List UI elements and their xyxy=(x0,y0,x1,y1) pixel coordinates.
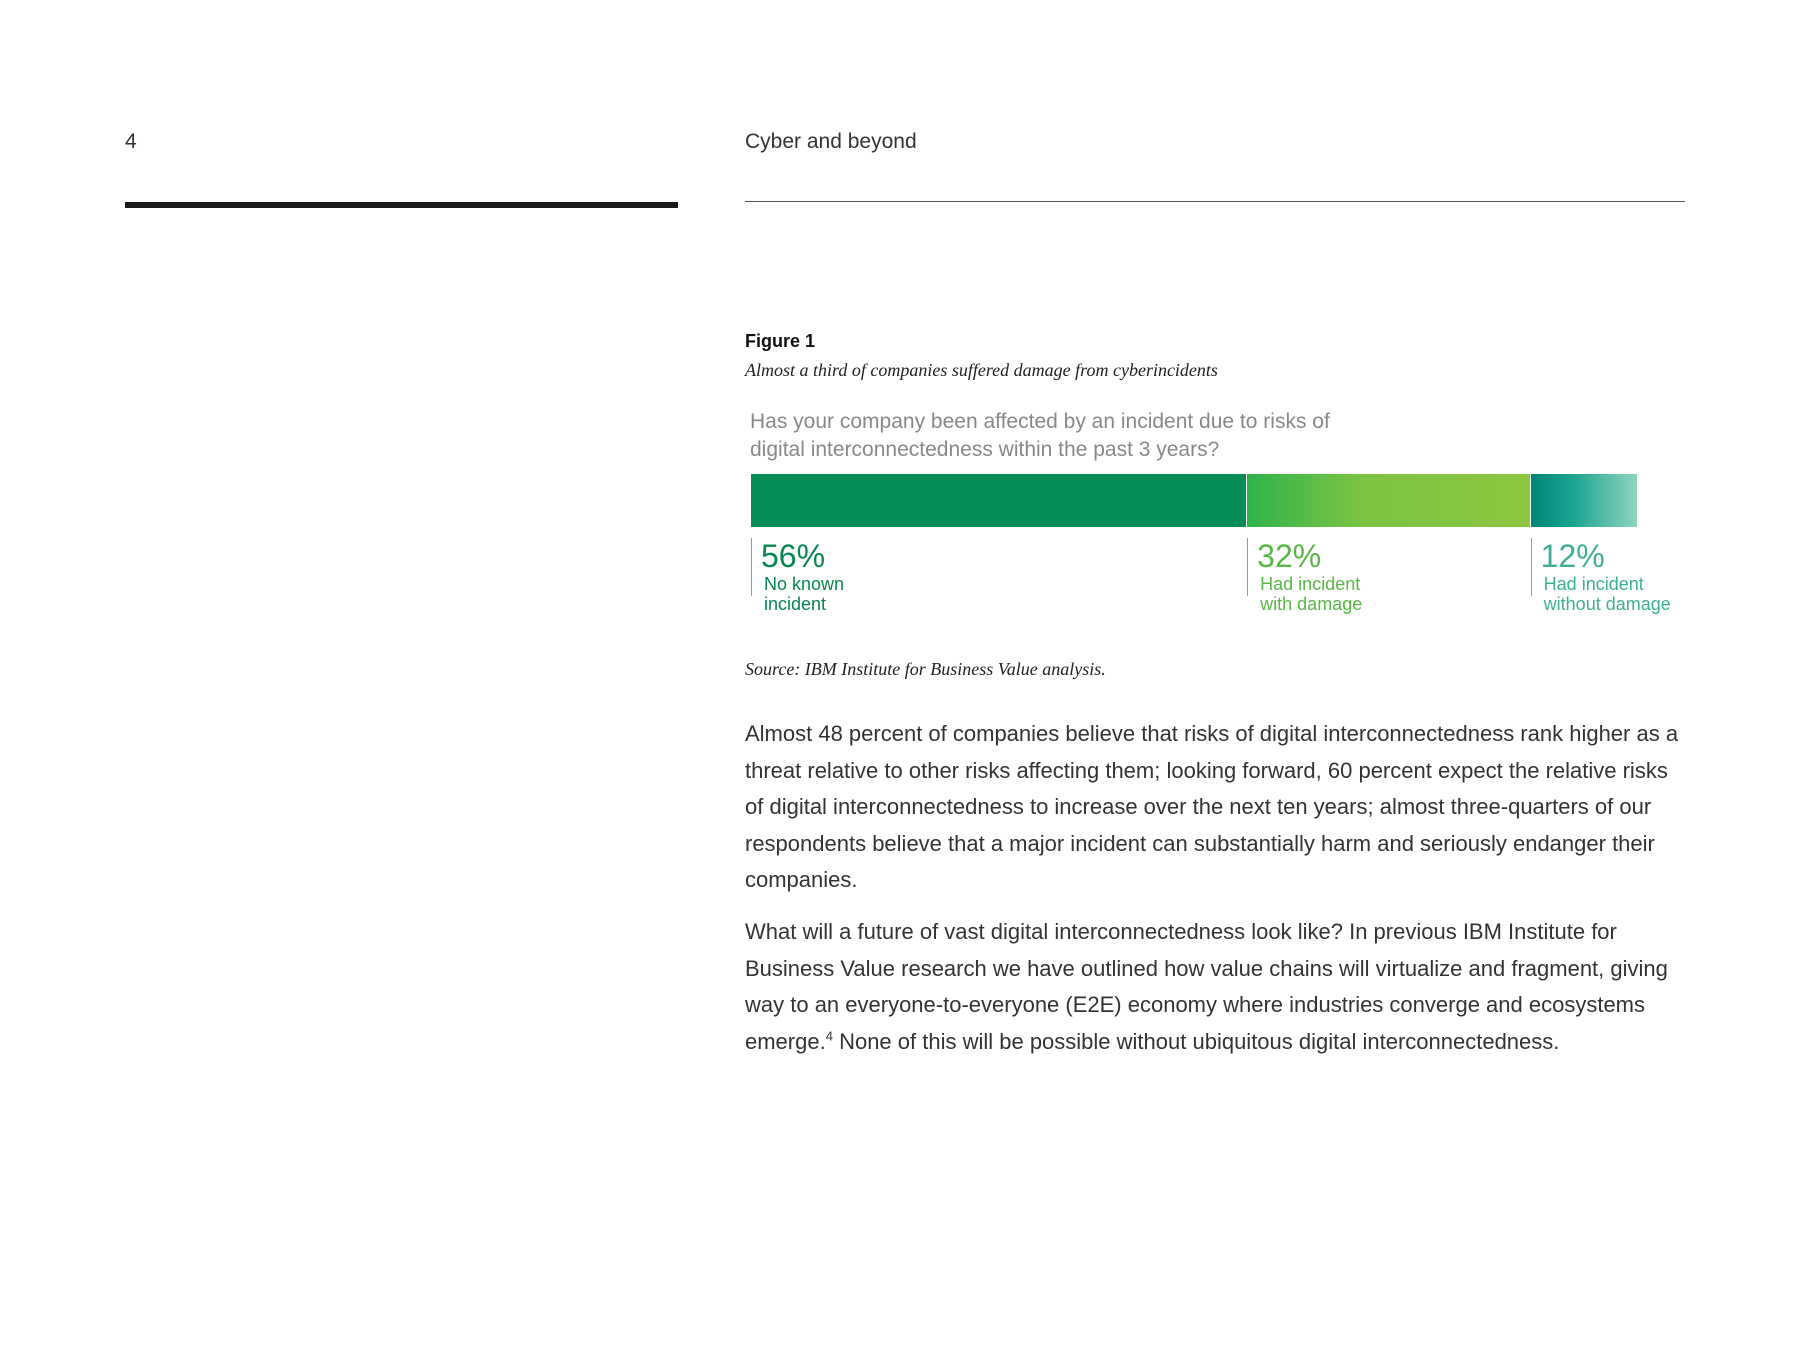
header-rule-left xyxy=(125,202,678,208)
bar-segment-no-known-incident xyxy=(751,474,1246,527)
percent-label: 12% xyxy=(1540,538,1605,574)
footnote-marker: 4 xyxy=(825,1028,833,1044)
percent-label: 32% xyxy=(1257,538,1322,574)
stacked-bar xyxy=(751,474,1637,527)
figure-question: Has your company been affected by an incident due to risks of digital interconnectedness within the past 3 years? xyxy=(750,410,1330,461)
page-number: 4 xyxy=(125,130,137,153)
category-label: Had incident with damage xyxy=(1260,574,1363,614)
bar-segment-had-incident-with-damage xyxy=(1246,474,1530,527)
header-rule-right xyxy=(745,201,1685,202)
body-paragraph xyxy=(745,914,1690,1060)
bar-segment-had-incident-without-damage xyxy=(1530,474,1637,527)
figure-label: Figure 1 xyxy=(745,331,816,351)
figure-source: Source: IBM Institute for Business Value analysis. xyxy=(745,659,1106,679)
category-label: Had incident without damage xyxy=(1543,574,1671,614)
label-tick xyxy=(1531,538,1532,596)
percent-label: 56% xyxy=(761,538,826,574)
label-tick xyxy=(1247,538,1248,596)
category-label: No known incident xyxy=(764,574,845,614)
label-tick xyxy=(751,538,752,596)
body-paragraph: Almost 48 percent of companies believe that risks of digital interconnectedness rank higher as a threat relative to other risks affecting them; looking forward, 60 percent expect the relative risks of digital interconnectedness to increase over the next ten years; almost three-quarters of our respondents believe that a major incident can substantially harm and seriously endanger their companies. xyxy=(745,721,1679,892)
body-text-span: What will a future of vast digital interconnectedness look like? In previous IBM Institute for Business Value research we have outlined how value chains will virtualize and fragment, giving way to an everyone-to-everyone (E2E) economy where industries converge and ecosystems emerge. xyxy=(745,919,1668,1054)
running-title: Cyber and beyond xyxy=(745,130,917,153)
figure-caption: Almost a third of companies suffered damage from cyberincidents xyxy=(745,360,1218,380)
body-text-span: None of this will be possible without ubiquitous digital interconnectedness. xyxy=(832,1028,1560,1054)
